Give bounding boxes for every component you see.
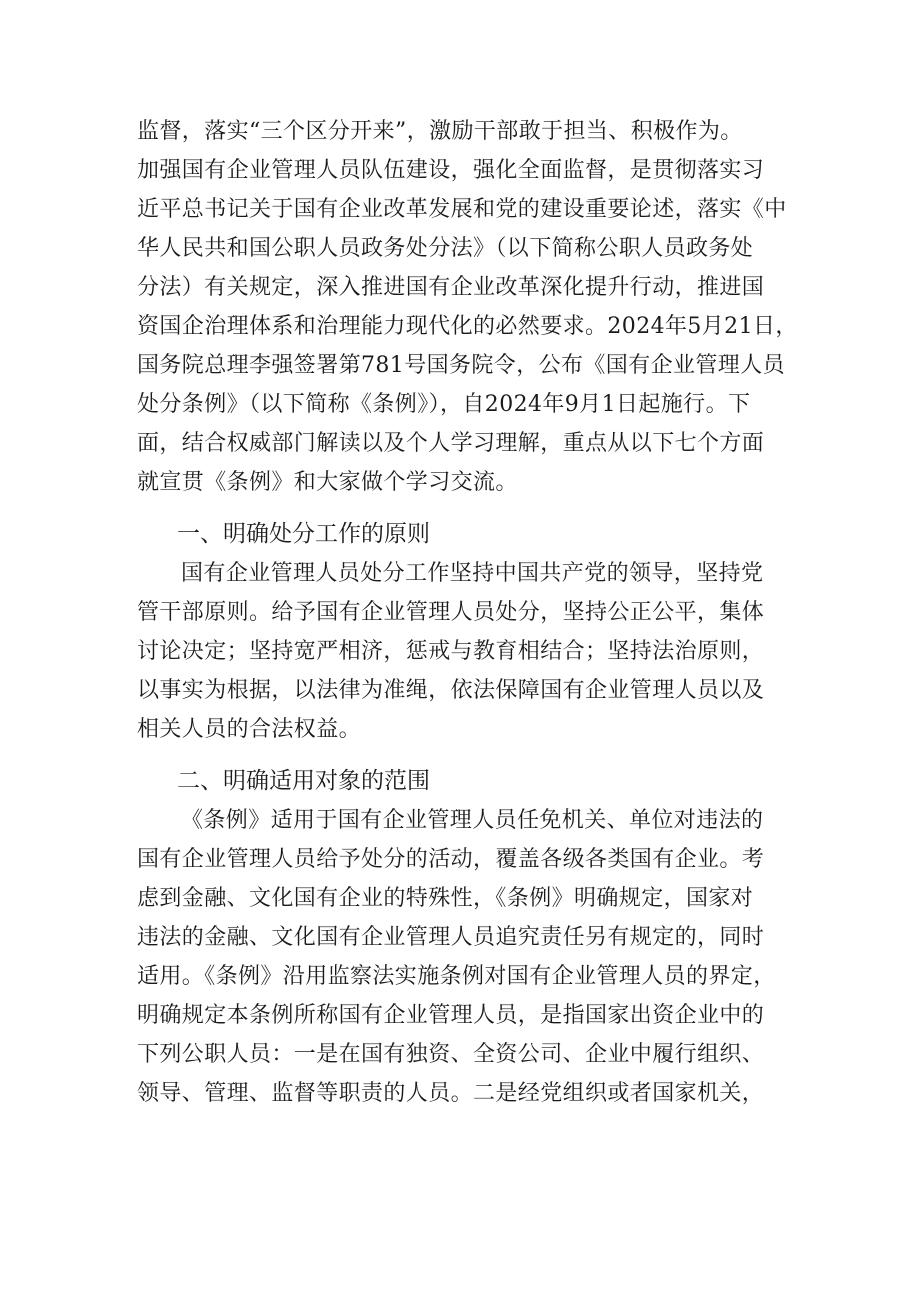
paragraph-line: 违法的金融、文化国有企业管理人员追究责任另有规定的，同时 xyxy=(137,925,765,950)
paragraph-line: 管干部原则。给予国有企业管理人员处分，坚持公正公平，集体 xyxy=(137,600,765,625)
paragraph-line: 讨论决定；坚持宽严相济，惩戒与教育相结合；坚持法治原则， xyxy=(137,639,765,664)
paragraph-line: 以事实为根据，以法律为准绳，依法保障国有企业管理人员以及 xyxy=(137,678,765,703)
paragraph-line: 国务院总理李强签署第781号国务院令，公布《国有企业管理人员 xyxy=(137,353,785,378)
paragraph-line: 虑到金融、文化国有企业的特殊性，《条例》明确规定，国家对 xyxy=(137,886,754,911)
intro-paragraph xyxy=(137,112,797,502)
document-body xyxy=(137,112,797,1113)
paragraph-line: 下列公职人员：一是在国有独资、全资公司、企业中履行组织、 xyxy=(137,1042,765,1067)
section-heading: 一、明确处分工作的原则 xyxy=(177,521,430,547)
paragraph-line: 领导、管理、监督等职责的人员。二是经党组织或者国家机关， xyxy=(137,1081,765,1106)
paragraph-line: 国有企业管理人员处分工作坚持中国共产党的领导，坚持党 xyxy=(181,561,764,586)
paragraph-line: 处分条例》（以下简称《条例》），自2024年9月1日起施行。下 xyxy=(137,392,751,417)
paragraph-line: 就宣贯《条例》和大家做个学习交流。 xyxy=(137,470,518,495)
section-heading: 二、明确适用对象的范围 xyxy=(177,768,430,794)
paragraph-line: 资国企治理体系和治理能力现代化的必然要求。2024年5月21日， xyxy=(137,314,798,339)
paragraph-line: 近平总书记关于国有企业改革发展和党的建设重要论述，落实《中 xyxy=(137,197,787,222)
paragraph-line: 面，结合权威部门解读以及个人学习理解，重点从以下七个方面 xyxy=(137,431,765,456)
section-1-paragraph xyxy=(137,554,797,749)
paragraph-line: 适用。《条例》沿用监察法实施条例对国有企业管理人员的界定， xyxy=(137,964,776,989)
paragraph-line: 国有企业管理人员给予处分的活动，覆盖各级各类国有企业。考 xyxy=(137,847,765,872)
paragraph-line: 《条例》适用于国有企业管理人员任免机关、单位对违法的 xyxy=(181,808,764,833)
paragraph-line: 相关人员的合法权益。 xyxy=(137,717,362,742)
section-2-paragraph xyxy=(137,801,797,1113)
paragraph-line: 加强国有企业管理人员队伍建设，强化全面监督，是贯彻落实习 xyxy=(137,158,765,183)
paragraph-line: 明确规定本条例所称国有企业管理人员，是指国家出资企业中的 xyxy=(137,1003,765,1028)
paragraph-line: 分法）有关规定，深入推进国有企业改革深化提升行动，推进国 xyxy=(137,275,765,300)
paragraph-line: 监督，落实“三个区分开来”，激励干部敢于担当、积极作为。 xyxy=(137,119,743,144)
paragraph-line: 华人民共和国公职人员政务处分法》（以下简称公职人员政务处 xyxy=(137,236,754,261)
